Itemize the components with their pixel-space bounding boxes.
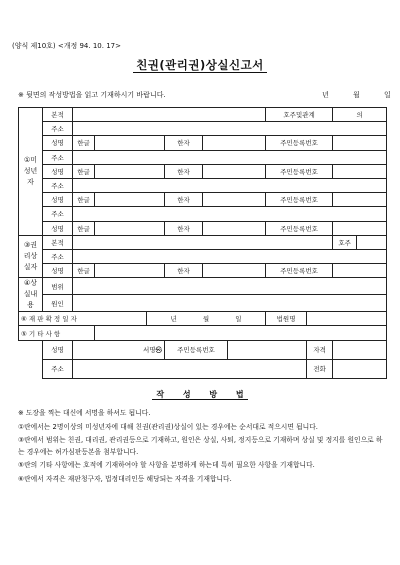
other-items-label: ⑤ 기 타 사 항 (19, 326, 95, 340)
jumin-label: 주민등록번호 (266, 221, 333, 235)
guide-item: ※ 도장을 찍는 대신에 서명을 하셔도 됩니다. (18, 409, 151, 417)
hangeul-name-field[interactable] (95, 264, 165, 278)
form-id: (양식 제10호) <개정 94. 10. 17> (12, 42, 121, 50)
juso-field[interactable] (73, 178, 387, 192)
guide-title-text: 작 성 방 법 (152, 390, 247, 400)
guide-body (18, 408, 386, 487)
ui-label: 의 (356, 111, 363, 120)
forfeiter-bonjeok-row (19, 235, 387, 249)
minor-1-bonjeok-row (19, 108, 387, 122)
hanja-name-field[interactable] (203, 221, 266, 235)
jumin-label: 주민등록번호 (266, 264, 333, 278)
form-title-text: 친권(관리권)상실신고서 (133, 58, 267, 73)
hangeul-name-field[interactable] (95, 136, 165, 150)
bonjeok-field[interactable] (73, 108, 266, 122)
hoju-label: 호주 (333, 235, 357, 249)
wonin-label: 원인 (43, 295, 73, 312)
judgment-date-row (19, 312, 387, 326)
reporter-juso-row (19, 359, 387, 378)
seongmyeong-label: 성명 (43, 193, 73, 207)
guide-item: ⑤란의 기타 사항에는 호적에 기재하여야 할 사항을 분명하게 하는데 특히 필요한 사항을 기재합니다. (18, 461, 315, 469)
court-field[interactable] (307, 312, 387, 326)
other-items-row (19, 326, 387, 340)
content-section-label: ④상실내용 (19, 278, 43, 312)
reporter-name-row (19, 340, 387, 359)
instruction-note: ※ 뒷면의 작성방법을 읽고 기재하시기 바랍니다. (18, 91, 166, 99)
jeonhwa-field[interactable] (333, 359, 387, 378)
bonjeok-field[interactable] (73, 235, 333, 249)
seongmyeong-label: 성명 (43, 164, 73, 178)
seongmyeong-label: 성명 (43, 264, 73, 278)
wonin-field[interactable] (73, 295, 387, 312)
jumin-field[interactable] (333, 264, 387, 278)
minor-3-juso-row (19, 178, 387, 192)
juso-label: 주소 (43, 207, 73, 221)
juso-field[interactable] (73, 122, 387, 136)
jagyeok-label: 자격 (307, 340, 333, 359)
hoju-relation-label: 호주및관계 (266, 108, 333, 122)
minor-2-juso-row (19, 150, 387, 164)
hanja-name-field[interactable] (203, 164, 266, 178)
court-label: 법원명 (266, 312, 307, 326)
hanja-label: 한자 (165, 221, 203, 235)
hangeul-label: 한글 (73, 193, 95, 207)
guide-item: ③란에서 범위는 친권, 대리권, 관리권등으로 기재하고, 원인은 상실, 사퇴, 정지등으로 기재하며 상실 및 정지를 원인으로 하는 경우에는 허가심판등본을 첨부합니다. (18, 436, 383, 456)
minor-4-juso-row (19, 207, 387, 221)
minor-2-name-row (19, 164, 387, 178)
minor-3-name-row (19, 193, 387, 207)
hoju-field[interactable] (357, 235, 387, 249)
hangeul-name-field[interactable] (95, 193, 165, 207)
jagyeok-field[interactable] (333, 340, 387, 359)
forfeiter-section-label: ③권리상실자 (19, 235, 43, 278)
seongmyeong-label: 성명 (43, 221, 73, 235)
beomwi-label: 범위 (43, 278, 73, 295)
reporter-blank-cell (19, 340, 43, 378)
hangeul-name-field[interactable] (95, 164, 165, 178)
juso-field[interactable] (73, 359, 307, 378)
jumin-label: 주민등록번호 (266, 193, 333, 207)
hanja-label: 한자 (165, 264, 203, 278)
hangeul-label: 한글 (73, 164, 95, 178)
guide-title (0, 389, 400, 400)
minor-1-name-row (19, 136, 387, 150)
hoju-relation-field[interactable] (333, 108, 387, 122)
minor-4-name-row (19, 221, 387, 235)
jumin-label: 주민등록번호 (165, 340, 228, 359)
juso-field[interactable] (73, 207, 387, 221)
other-items-field[interactable] (95, 326, 387, 340)
hanja-name-field[interactable] (203, 264, 266, 278)
forfeiter-name-row (19, 264, 387, 278)
hangeul-name-field[interactable] (95, 221, 165, 235)
hanja-label: 한자 (165, 193, 203, 207)
juso-label: 주소 (43, 249, 73, 263)
jumin-label: 주민등록번호 (266, 136, 333, 150)
form-title (0, 57, 400, 73)
hanja-label: 한자 (165, 164, 203, 178)
judgment-date-label: ⑥ 재 판 확 정 일 자 (19, 312, 147, 326)
jumin-field[interactable] (333, 164, 387, 178)
content-beomwi-row (19, 278, 387, 295)
hanja-name-field[interactable] (203, 193, 266, 207)
juso-field[interactable] (73, 150, 387, 164)
hanja-name-field[interactable] (203, 136, 266, 150)
hangeul-label: 한글 (73, 264, 95, 278)
judgment-date-field[interactable]: 년 월 일 (147, 312, 266, 326)
bonjeok-label: 본적 (43, 235, 73, 249)
juso-label: 주소 (43, 359, 73, 378)
minor-1-juso-row (19, 122, 387, 136)
bonjeok-label: 본적 (43, 108, 73, 122)
signature-seal-label: 서명㉿ (142, 346, 162, 355)
hangeul-label: 한글 (73, 221, 95, 235)
juso-field[interactable] (73, 249, 387, 263)
reporter-signature-field[interactable] (73, 340, 165, 359)
jumin-field[interactable] (333, 193, 387, 207)
juso-label: 주소 (43, 178, 73, 192)
hangeul-label: 한글 (73, 136, 95, 150)
juso-label: 주소 (43, 122, 73, 136)
seongmyeong-label: 성명 (43, 136, 73, 150)
content-wonin-row (19, 295, 387, 312)
guide-item: ①란에서는 2명이상의 미성년자에 대해 친권(관리권)상실이 있는 경우에는 순서대로 적으시면 됩니다. (18, 422, 318, 431)
forfeiter-juso-row (19, 249, 387, 263)
jumin-label: 주민등록번호 (266, 164, 333, 178)
beomwi-field[interactable] (73, 278, 387, 295)
minor-section-label: ①미성년자 (19, 108, 43, 236)
report-form-table (18, 107, 387, 379)
jumin-field[interactable] (333, 221, 387, 235)
hanja-label: 한자 (165, 136, 203, 150)
seongmyeong-label: 성명 (43, 340, 73, 359)
guide-item: ⑥란에서 자격은 재판청구자, 법정대리인등 해당되는 자격을 기재합니다. (18, 474, 232, 483)
report-date-field[interactable]: 년 월 일 (322, 91, 391, 99)
juso-label: 주소 (43, 150, 73, 164)
jeonhwa-label: 전화 (307, 359, 333, 378)
jumin-field[interactable] (228, 340, 307, 359)
jumin-field[interactable] (333, 136, 387, 150)
